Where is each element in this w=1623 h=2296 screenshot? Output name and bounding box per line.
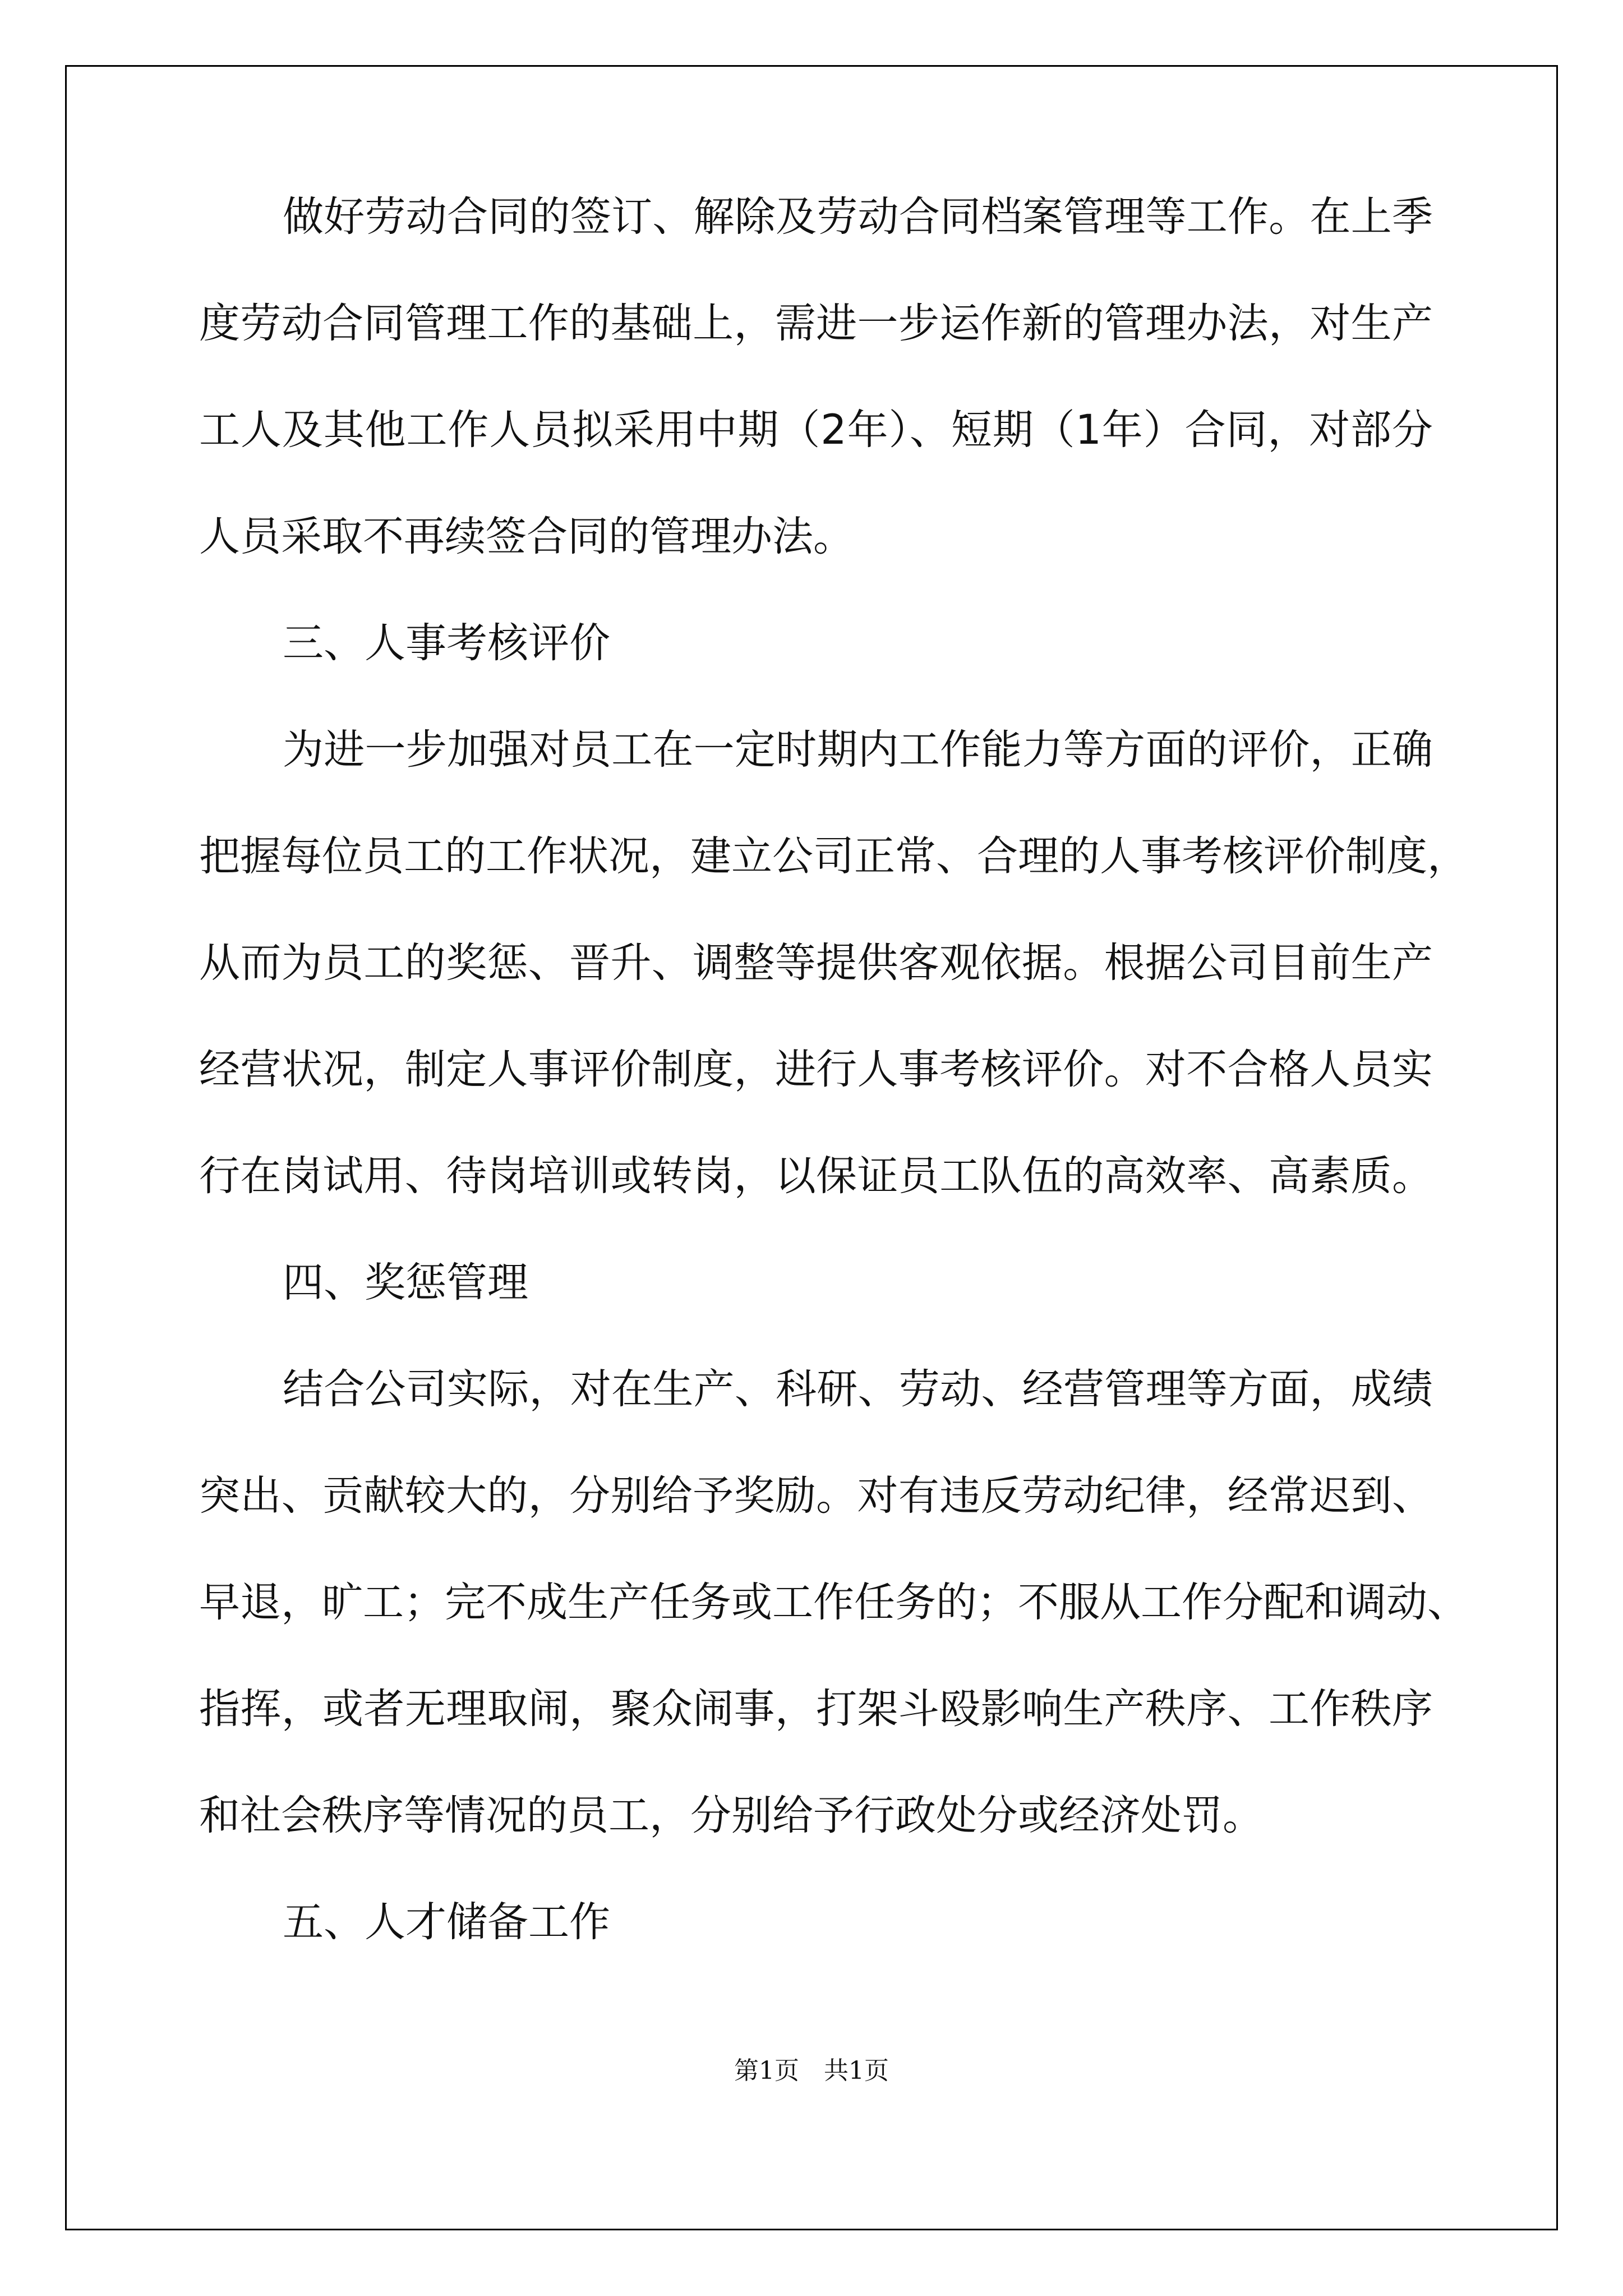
text-line: 早退，旷工；完不成生产任务或工作任务的；不服从工作分配和调动、 [199,1579,1468,1626]
text-line: 做好劳动合同的签订、解除及劳动合同档案管理等工作。在上季 [283,193,1433,241]
text-line: 和社会秩序等情况的员工，分别给予行政处分或经济处罚。 [199,1792,1264,1839]
text-line: 度劳动合同管理工作的基础上，需进一步运作新的管理办法，对生产 [199,300,1433,347]
text-line: 经营状况，制定人事评价制度，进行人事考核评价。对不合格人员实 [199,1046,1433,1093]
text-line: 四、奖惩管理 [283,1259,528,1306]
page-footer: 第1页 共1页 [734,2056,889,2085]
text-line: 把握每位员工的工作状况，建立公司正常、合理的人事考核评价制度， [199,832,1468,880]
text-line: 从而为员工的奖惩、晋升、调整等提供客观依据。根据公司目前生产 [199,939,1433,987]
text-line: 为进一步加强对员工在一定时期内工作能力等方面的评价，正确 [283,726,1433,774]
text-line: 工人及其他工作人员拟采用中期（2年）、短期（1年）合同，对部分 [199,406,1433,454]
text-line: 突出、贡献较大的，分别给予奖励。对有违反劳动纪律，经常迟到、 [199,1472,1433,1520]
text-line: 人员采取不再续签合同的管理办法。 [199,513,854,560]
text-line: 五、人才储备工作 [283,1898,610,1946]
text-line: 三、人事考核评价 [283,619,610,667]
text-line: 结合公司实际，对在生产、科研、劳动、经营管理等方面，成绩 [283,1365,1433,1413]
text-line: 行在岗试用、待岗培训或转岗，以保证员工队伍的高效率、高素质。 [199,1152,1433,1200]
text-line: 指挥，或者无理取闹，聚众闹事，打架斗殴影响生产秩序、工作秩序 [199,1685,1433,1733]
